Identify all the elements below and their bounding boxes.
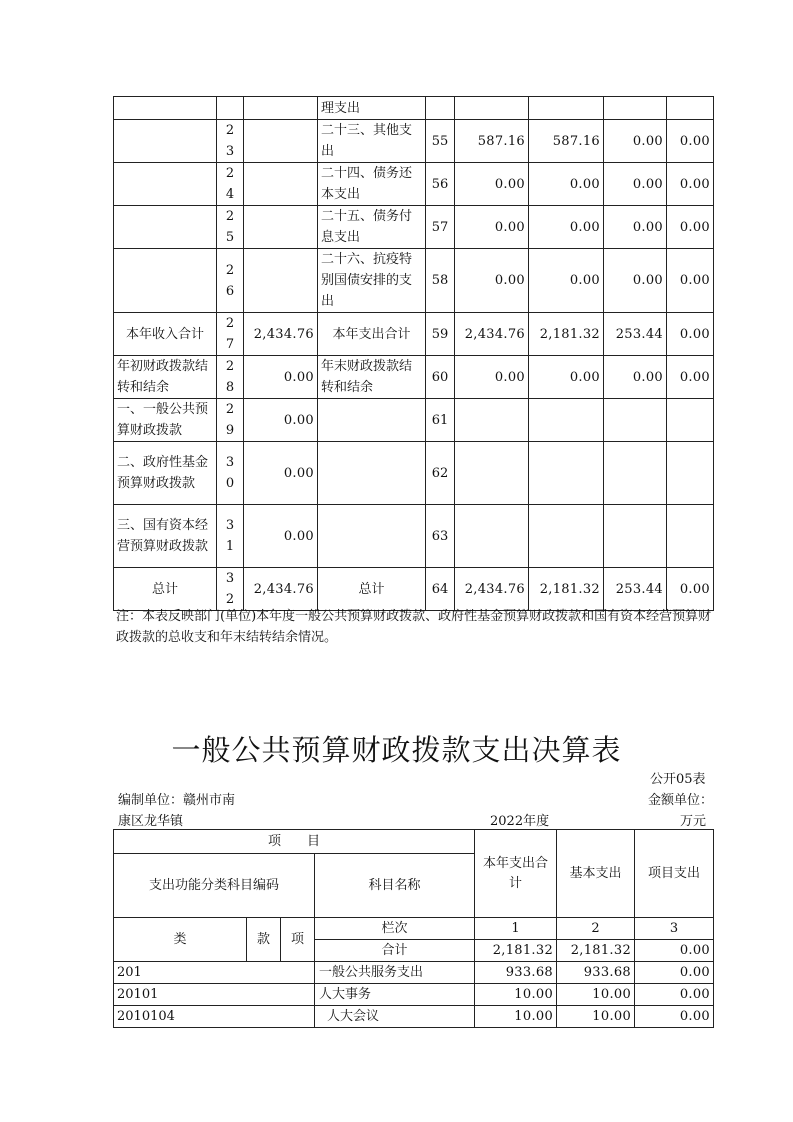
row-value-operating bbox=[667, 97, 714, 120]
row-label bbox=[114, 249, 217, 313]
row-value-total bbox=[455, 442, 529, 505]
row-seq: 2 7 bbox=[217, 313, 244, 356]
header-xiang: 项 bbox=[281, 918, 315, 962]
header-item: 项 目 bbox=[114, 830, 475, 854]
row-value-total: 2,434.76 bbox=[455, 568, 529, 611]
row-income: 2,434.76 bbox=[244, 313, 318, 356]
table-row bbox=[114, 399, 714, 442]
row-expense-seq: 57 bbox=[426, 206, 455, 249]
row-expense-seq: 59 bbox=[426, 313, 455, 356]
row-value-total bbox=[455, 505, 529, 568]
row-expense-seq: 64 bbox=[426, 568, 455, 611]
amount-unit: 万元 bbox=[680, 814, 707, 829]
row-basic: 933.68 bbox=[557, 962, 635, 984]
table-row bbox=[114, 1006, 714, 1028]
compiling-unit: 编制单位：赣州市南 bbox=[118, 793, 236, 808]
amount-unit-label: 金额单位： bbox=[648, 793, 714, 808]
page-title: 一般公共预算财政拨款支出决算表 bbox=[171, 733, 622, 767]
row-expense-seq: 55 bbox=[426, 120, 455, 163]
row-expense-label bbox=[318, 505, 426, 568]
row-value-project bbox=[604, 97, 667, 120]
table-row bbox=[114, 568, 714, 611]
row-value-total: 0.00 bbox=[455, 249, 529, 313]
table-row bbox=[114, 442, 714, 505]
row-expense-seq: 62 bbox=[426, 442, 455, 505]
row-expense-label: 总计 bbox=[318, 568, 426, 611]
row-name: 一般公共服务支出 bbox=[315, 962, 475, 984]
row-value-basic: 2,181.32 bbox=[529, 313, 604, 356]
row-value-operating: 0.00 bbox=[667, 120, 714, 163]
column-index-1: 1 bbox=[475, 918, 557, 940]
header-basic: 基本支出 bbox=[557, 830, 635, 918]
row-income bbox=[244, 163, 318, 206]
row-value-project: 253.44 bbox=[604, 568, 667, 611]
table-row bbox=[114, 356, 714, 399]
row-value-project: 0.00 bbox=[604, 163, 667, 206]
row-value-basic bbox=[529, 97, 604, 120]
row-income: 0.00 bbox=[244, 399, 318, 442]
row-expense-seq: 58 bbox=[426, 249, 455, 313]
row-income bbox=[244, 249, 318, 313]
fiscal-summary-table bbox=[113, 96, 714, 611]
sum-basic: 2,181.32 bbox=[557, 940, 635, 962]
row-value-total: 0.00 bbox=[455, 163, 529, 206]
row-expense-seq: 63 bbox=[426, 505, 455, 568]
table-note: 注：本表反映部门(单位)本年度一般公共预算财政拨款、政府性基金预算财政拨款和国有资本经营预算财政拨款的总收支和年末结转结余情况。 bbox=[116, 609, 712, 645]
row-expense-label: 理支出 bbox=[318, 97, 426, 120]
sum-label: 合计 bbox=[315, 940, 475, 962]
row-value-project bbox=[604, 442, 667, 505]
row-label bbox=[114, 97, 217, 120]
row-seq: 2 6 bbox=[217, 249, 244, 313]
compiling-unit-cont: 康区龙华镇 bbox=[118, 814, 184, 829]
row-basic: 10.00 bbox=[557, 984, 635, 1006]
row-value-operating bbox=[667, 399, 714, 442]
table-row bbox=[114, 206, 714, 249]
row-seq: 2 8 bbox=[217, 356, 244, 399]
row-value-operating: 0.00 bbox=[667, 568, 714, 611]
row-project: 0.00 bbox=[635, 962, 714, 984]
row-code: 201 bbox=[114, 962, 315, 984]
row-value-project: 0.00 bbox=[604, 356, 667, 399]
row-value-basic: 587.16 bbox=[529, 120, 604, 163]
table-row bbox=[114, 163, 714, 206]
row-total: 10.00 bbox=[475, 1006, 557, 1028]
header-name: 科目名称 bbox=[315, 854, 475, 918]
row-label bbox=[114, 163, 217, 206]
row-expense-label: 年末财政拨款结转和结余 bbox=[318, 356, 426, 399]
row-value-project: 253.44 bbox=[604, 313, 667, 356]
row-label: 本年收入合计 bbox=[114, 313, 217, 356]
row-value-operating: 0.00 bbox=[667, 163, 714, 206]
row-code: 2010104 bbox=[114, 1006, 315, 1028]
row-expense-label bbox=[318, 442, 426, 505]
row-seq: 2 3 bbox=[217, 120, 244, 163]
row-expense-seq bbox=[426, 97, 455, 120]
row-value-total bbox=[455, 97, 529, 120]
row-seq: 2 5 bbox=[217, 206, 244, 249]
table-row bbox=[114, 97, 714, 120]
row-value-basic bbox=[529, 442, 604, 505]
row-label: 总计 bbox=[114, 568, 217, 611]
row-seq: 3 0 bbox=[217, 442, 244, 505]
row-expense-seq: 60 bbox=[426, 356, 455, 399]
row-value-total: 2,434.76 bbox=[455, 313, 529, 356]
table-row bbox=[114, 505, 714, 568]
form-number: 公开05表 bbox=[650, 772, 706, 787]
row-value-operating bbox=[667, 505, 714, 568]
row-expense-label: 二十三、其他支出 bbox=[318, 120, 426, 163]
row-label bbox=[114, 120, 217, 163]
row-expense-label bbox=[318, 399, 426, 442]
table-row bbox=[114, 249, 714, 313]
row-seq bbox=[217, 97, 244, 120]
expenditure-table bbox=[113, 829, 714, 1028]
row-value-project: 0.00 bbox=[604, 120, 667, 163]
fiscal-year: 2022年度 bbox=[490, 814, 550, 829]
row-value-operating: 0.00 bbox=[667, 313, 714, 356]
row-name: 人大事务 bbox=[315, 984, 475, 1006]
table-row bbox=[114, 120, 714, 163]
row-expense-label: 二十六、抗疫特别国债安排的支出 bbox=[318, 249, 426, 313]
table-row bbox=[114, 313, 714, 356]
row-value-basic bbox=[529, 399, 604, 442]
row-label bbox=[114, 206, 217, 249]
header-total: 本年支出合计 bbox=[475, 830, 557, 918]
row-value-total: 0.00 bbox=[455, 206, 529, 249]
header-kuan: 款 bbox=[247, 918, 281, 962]
row-value-basic: 0.00 bbox=[529, 249, 604, 313]
row-project: 0.00 bbox=[635, 1006, 714, 1028]
row-income: 0.00 bbox=[244, 505, 318, 568]
row-value-total bbox=[455, 399, 529, 442]
row-value-project: 0.00 bbox=[604, 249, 667, 313]
row-value-basic: 0.00 bbox=[529, 206, 604, 249]
row-expense-label: 二十四、债务还本支出 bbox=[318, 163, 426, 206]
row-value-operating: 0.00 bbox=[667, 206, 714, 249]
row-expense-label: 本年支出合计 bbox=[318, 313, 426, 356]
row-value-total: 0.00 bbox=[455, 356, 529, 399]
row-value-project bbox=[604, 399, 667, 442]
row-income bbox=[244, 120, 318, 163]
row-expense-seq: 56 bbox=[426, 163, 455, 206]
row-seq: 3 1 bbox=[217, 505, 244, 568]
row-total: 10.00 bbox=[475, 984, 557, 1006]
row-label: 二、政府性基金预算财政拨款 bbox=[114, 442, 217, 505]
row-income bbox=[244, 206, 318, 249]
row-label: 年初财政拨款结转和结余 bbox=[114, 356, 217, 399]
row-value-operating: 0.00 bbox=[667, 249, 714, 313]
row-value-basic: 0.00 bbox=[529, 356, 604, 399]
row-value-operating: 0.00 bbox=[667, 356, 714, 399]
column-index-label: 栏次 bbox=[315, 918, 475, 940]
row-income bbox=[244, 97, 318, 120]
row-value-total: 587.16 bbox=[455, 120, 529, 163]
row-income: 2,434.76 bbox=[244, 568, 318, 611]
sum-total: 2,181.32 bbox=[475, 940, 557, 962]
row-seq: 2 4 bbox=[217, 163, 244, 206]
header-project: 项目支出 bbox=[635, 830, 714, 918]
row-income: 0.00 bbox=[244, 356, 318, 399]
row-value-basic bbox=[529, 505, 604, 568]
row-code: 20101 bbox=[114, 984, 315, 1006]
row-basic: 10.00 bbox=[557, 1006, 635, 1028]
row-expense-seq: 61 bbox=[426, 399, 455, 442]
row-seq: 2 9 bbox=[217, 399, 244, 442]
row-expense-label: 二十五、债务付息支出 bbox=[318, 206, 426, 249]
row-value-basic: 2,181.32 bbox=[529, 568, 604, 611]
header-code: 支出功能分类科目编码 bbox=[114, 854, 315, 918]
row-name: 人大会议 bbox=[315, 1006, 475, 1028]
table-row bbox=[114, 962, 714, 984]
table-row bbox=[114, 984, 714, 1006]
sum-project: 0.00 bbox=[635, 940, 714, 962]
header-lei: 类 bbox=[114, 918, 247, 962]
row-value-operating bbox=[667, 442, 714, 505]
row-project: 0.00 bbox=[635, 984, 714, 1006]
row-label: 一、一般公共预算财政拨款 bbox=[114, 399, 217, 442]
row-value-project: 0.00 bbox=[604, 206, 667, 249]
column-index-2: 2 bbox=[557, 918, 635, 940]
row-total: 933.68 bbox=[475, 962, 557, 984]
row-seq: 3 2 bbox=[217, 568, 244, 611]
row-value-project bbox=[604, 505, 667, 568]
column-index-3: 3 bbox=[635, 918, 714, 940]
row-value-basic: 0.00 bbox=[529, 163, 604, 206]
row-income: 0.00 bbox=[244, 442, 318, 505]
row-label: 三、国有资本经营预算财政拨款 bbox=[114, 505, 217, 568]
